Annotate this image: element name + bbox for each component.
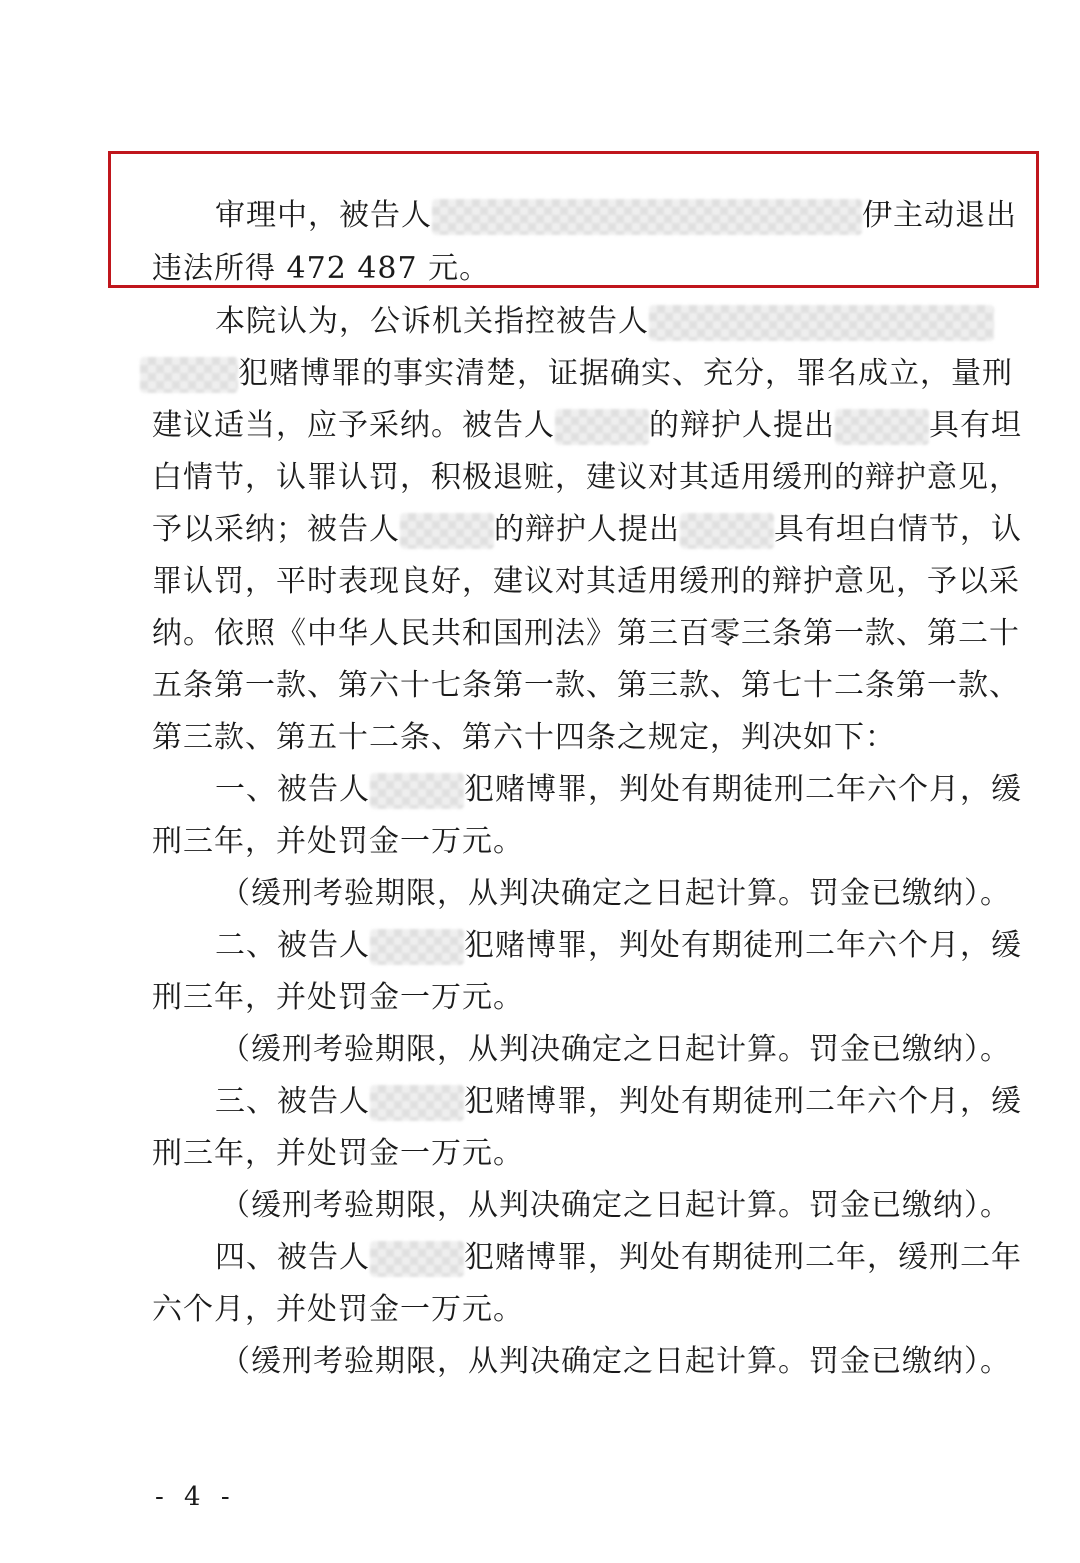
page-number: - 4 - — [155, 1482, 236, 1512]
text-segment: 犯赌博罪的事实清楚，证据确实、充分，罪名成立，量刑 — [238, 356, 1013, 391]
verdict-note — [220, 1342, 1011, 1382]
text-line — [152, 510, 1022, 550]
text-segment: 四、被告人 — [215, 1240, 370, 1275]
redaction-mosaic — [370, 1085, 464, 1121]
text-segment: 具有坦 — [929, 408, 1022, 443]
text-segment: （缓刑考验期限，从判决确定之日起计算。罚金已缴纳）。 — [220, 876, 1011, 911]
text-segment: 刑三年，并处罚金一万元。 — [152, 980, 524, 1015]
text-segment: 具有坦白情节，认 — [774, 512, 1022, 547]
text-segment: 五条第一款、第六十七条第一款、第三款、第七十二条第一款、 — [152, 668, 1020, 703]
text-segment: 二、被告人 — [215, 928, 370, 963]
text-line — [152, 406, 1022, 446]
text-segment: 一、被告人 — [215, 772, 370, 807]
text-segment: 纳。依照《中华人民共和国刑法》第三百零三条第一款、第二十 — [152, 616, 1020, 651]
redaction-mosaic — [370, 1241, 464, 1277]
redaction-mosaic — [400, 513, 494, 549]
verdict-line — [215, 926, 1022, 966]
verdict-note — [220, 1186, 1011, 1226]
text-segment: 罪认罚，平时表现良好，建议对其适用缓刑的辩护意见，予以采 — [152, 564, 1020, 599]
text-segment: 犯赌博罪，判处有期徒刑二年六个月，缓 — [464, 1084, 1022, 1119]
verdict-line — [152, 822, 524, 862]
text-segment: 违法所得 472 487 元。 — [152, 251, 491, 286]
text-segment: 刑三年，并处罚金一万元。 — [152, 824, 524, 859]
text-line — [215, 196, 1017, 236]
text-line — [152, 562, 1020, 602]
text-segment: 犯赌博罪，判处有期徒刑二年，缓刑二年 — [464, 1240, 1022, 1275]
redaction-mosaic — [649, 305, 994, 341]
text-segment: 第三款、第五十二条、第六十四条之规定，判决如下： — [152, 720, 896, 755]
text-segment: 三、被告人 — [215, 1084, 370, 1119]
verdict-line — [215, 1238, 1022, 1278]
text-line — [140, 354, 1013, 394]
text-line — [152, 614, 1020, 654]
text-line — [152, 718, 896, 758]
text-segment: 的辩护人提出 — [649, 408, 835, 443]
text-segment: 犯赌博罪，判处有期徒刑二年六个月，缓 — [464, 772, 1022, 807]
redaction-mosaic — [140, 357, 238, 393]
redaction-mosaic — [370, 929, 464, 965]
verdict-line — [152, 1134, 524, 1174]
text-line — [152, 666, 1020, 706]
text-segment: 本院认为，公诉机关指控被告人 — [215, 304, 649, 339]
text-segment: 予以采纳；被告人 — [152, 512, 400, 547]
text-segment: 伊主动退出 — [862, 198, 1017, 233]
text-segment: 的辩护人提出 — [494, 512, 680, 547]
verdict-note — [220, 874, 1011, 914]
text-segment: 建议适当，应予采纳。被告人 — [152, 408, 555, 443]
verdict-line — [215, 770, 1022, 810]
verdict-line — [152, 1290, 524, 1330]
text-line — [152, 458, 1020, 498]
text-line — [215, 302, 994, 342]
verdict-line — [152, 978, 524, 1018]
text-segment: 刑三年，并处罚金一万元。 — [152, 1136, 524, 1171]
redaction-mosaic — [432, 199, 862, 235]
text-segment: （缓刑考验期限，从判决确定之日起计算。罚金已缴纳）。 — [220, 1344, 1011, 1379]
text-line — [152, 249, 490, 289]
verdict-note — [220, 1030, 1011, 1070]
redaction-mosaic — [680, 513, 774, 549]
redaction-mosaic — [835, 409, 929, 445]
text-segment: 六个月，并处罚金一万元。 — [152, 1292, 524, 1327]
redaction-mosaic — [370, 773, 464, 809]
text-segment: （缓刑考验期限，从判决确定之日起计算。罚金已缴纳）。 — [220, 1032, 1011, 1067]
text-segment: 犯赌博罪，判处有期徒刑二年六个月，缓 — [464, 928, 1022, 963]
text-segment: 白情节，认罪认罚，积极退赃，建议对其适用缓刑的辩护意见， — [152, 460, 1020, 495]
text-segment: （缓刑考验期限，从判决确定之日起计算。罚金已缴纳）。 — [220, 1188, 1011, 1223]
text-segment: 审理中，被告人 — [215, 198, 432, 233]
verdict-line — [215, 1082, 1022, 1122]
redaction-mosaic — [555, 409, 649, 445]
